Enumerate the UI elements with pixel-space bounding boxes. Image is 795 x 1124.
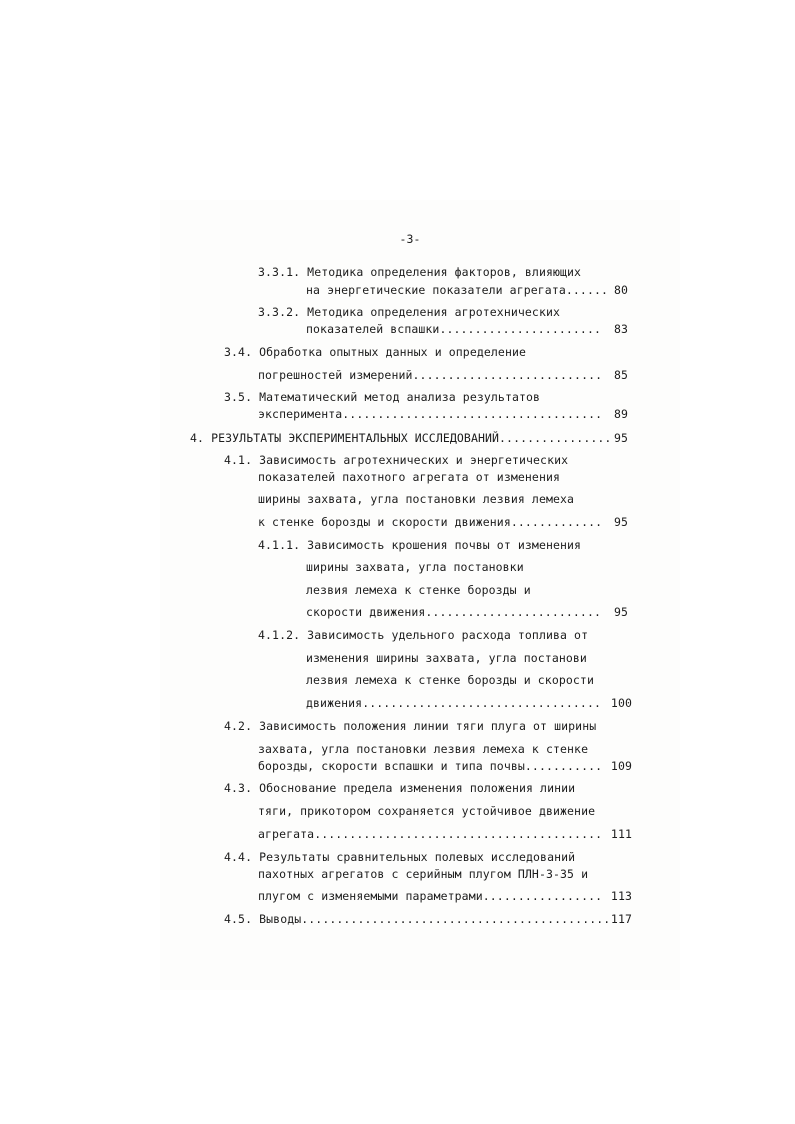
toc-page-number: 95 [613,431,628,445]
toc-page-number: 109 [610,759,632,773]
toc-entry-line: пахотных агрегатов с серийным плугом ПЛН-3-35 и [258,867,589,881]
toc-page-number: 95 [613,515,628,529]
toc-entry-line: эксперимента..................................... [258,407,603,421]
toc-page-number: 111 [610,827,632,841]
toc-entry-line: борозды, скорости вспашки и типа почвы........... [258,759,603,773]
toc-entry-line: 3.4. Обработка опытных данных и определение [224,345,527,359]
toc-entry-line: показателей вспашки....................... [306,322,601,336]
toc-entry-line: плугом с изменяемыми параметрами................. [258,889,603,903]
page-number: -3- [399,232,421,246]
toc-entry-line: 3.5. Математический метод анализа результатов [224,390,541,404]
toc-entry-line: показателей пахотного агрегата от изменения [258,470,561,484]
toc-entry-line: изменения ширины захвата, угла постанови [306,651,587,665]
toc-entry-line: на энергетические показатели агрегата...... [306,283,609,297]
toc-entry-line: скорости движения......................... [306,605,601,619]
toc-entry-line: 4.4. Результаты сравнительных полевых исследований [224,850,576,864]
toc-entry-line: 4.3. Обоснование предела изменения положения линии [224,781,576,795]
toc-entry-line: движения.................................. [306,696,601,710]
toc-entry-line: 4.1.1. Зависимость крошения почвы от изменения [258,538,582,552]
toc-page-number: 85 [613,368,628,382]
toc-page-number: 113 [610,889,632,903]
toc-page-number: 80 [613,283,628,297]
toc-page-number: 117 [610,912,632,926]
toc-entry-line: ширины захвата, угла постановки лезвия лемеха [258,492,575,506]
toc-entry-line: 4. РЕЗУЛЬТАТЫ ЭКСПЕРИМЕНТАЛЬНЫХ ИССЛЕДОВАНИЙ................ [190,431,612,445]
toc-entry-line: агрегата......................................... [258,827,603,841]
toc-page-number: 95 [613,605,628,619]
toc-entry-line: погрешностей измерений........................... [258,368,603,382]
toc-entry-line: ширины захвата, угла постановки [306,560,524,574]
toc-entry-line: 4.5. Выводы............................................ [224,912,611,926]
toc-entry-line: тяги, прикотором сохраняется устойчивое движение [258,804,596,818]
toc-entry-line: лезвия лемеха к стенке борозды и [306,583,531,597]
toc-entry-line: 4.1.2. Зависимость удельного расхода топлива от [258,628,589,642]
toc-entry-line: 3.3.2. Методика определения агротехнических [258,305,561,319]
toc-entry-line: лезвия лемеха к стенке борозды и скорости [306,673,594,687]
toc-entry-line: 4.2. Зависимость положения линии тяги плуга от ширины [224,719,597,733]
toc-entry-line: к стенке борозды и скорости движения............. [258,515,603,529]
toc-entry-line: 4.1. Зависимость агротехнических и энергетических [224,453,569,467]
toc-page-number: 100 [610,696,632,710]
toc-entry-line: 3.3.1. Методика определения факторов, влияющих [258,265,582,279]
toc-page-number: 83 [613,322,628,336]
toc-page-number: 89 [613,407,628,421]
toc-entry-line: захвата, угла постановки лезвия лемеха к стенке [258,742,589,756]
